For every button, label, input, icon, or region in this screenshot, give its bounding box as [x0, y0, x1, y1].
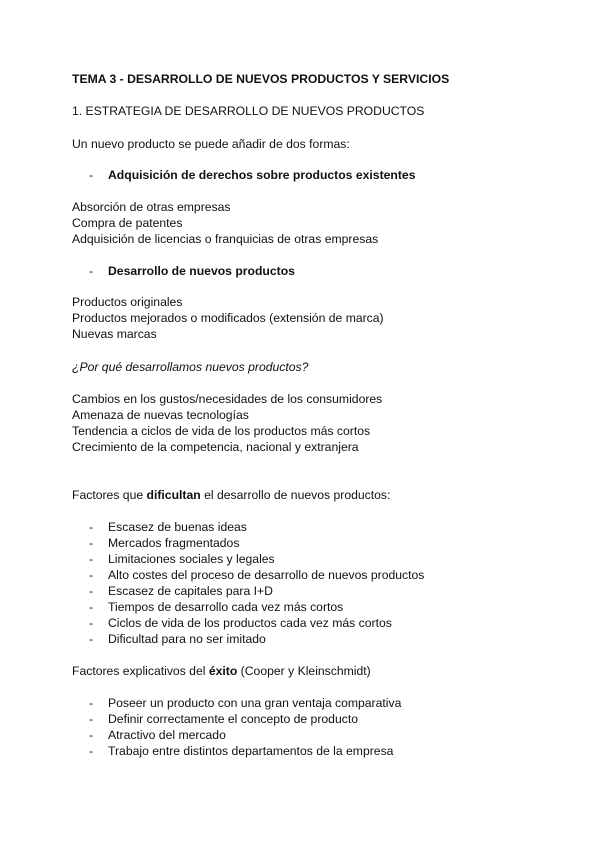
- page-title: TEMA 3 - DESARROLLO DE NUEVOS PRODUCTOS Y SERVICIOS: [72, 72, 450, 86]
- success-item: Poseer un producto con una gran ventaja comparativa: [108, 696, 402, 710]
- intro-text: Un nuevo producto se puede añadir de dos formas:: [72, 137, 350, 151]
- why-line: Cambios en los gustos/necesidades de los consumidores: [72, 392, 383, 406]
- success-item: Atractivo del mercado: [108, 728, 226, 742]
- why-line: Amenaza de nuevas tecnologías: [72, 408, 249, 422]
- list-dash: -: [89, 552, 94, 566]
- difficult-item: Escasez de capitales para I+D: [108, 584, 273, 598]
- why-line: Crecimiento de la competencia, nacional y extranjera: [72, 440, 359, 454]
- difficult-item: Dificultad para no ser imitado: [108, 632, 266, 646]
- form2-heading: Desarrollo de nuevos productos: [108, 264, 295, 278]
- list-dash: -: [89, 568, 94, 582]
- list-dash: -: [89, 584, 94, 598]
- list-dash: -: [89, 616, 94, 630]
- list-dash: -: [89, 696, 94, 710]
- why-question: ¿Por qué desarrollamos nuevos productos?: [72, 360, 309, 374]
- section-heading: 1. ESTRATEGIA DE DESARROLLO DE NUEVOS PRODUCTOS: [72, 104, 425, 118]
- list-dash: -: [89, 712, 94, 726]
- difficult-item: Mercados fragmentados: [108, 536, 240, 550]
- difficult-intro: Factores que dificultan el desarrollo de nuevos productos:: [72, 488, 391, 502]
- success-intro: Factores explicativos del éxito (Cooper y Kleinschmidt): [72, 664, 371, 678]
- success-item: Definir correctamente el concepto de producto: [108, 712, 358, 726]
- form2-line: Productos originales: [72, 295, 183, 309]
- list-dash: -: [89, 744, 94, 758]
- list-dash: -: [89, 600, 94, 614]
- list-dash: -: [89, 728, 94, 742]
- why-line: Tendencia a ciclos de vida de los productos más cortos: [72, 424, 371, 438]
- success-item: Trabajo entre distintos departamentos de la empresa: [108, 744, 394, 758]
- list-dash: -: [89, 536, 94, 550]
- difficult-item: Limitaciones sociales y legales: [108, 552, 275, 566]
- form2-line: Nuevas marcas: [72, 327, 157, 341]
- form1-line: Adquisición de licencias o franquicias de otras empresas: [72, 232, 379, 246]
- difficult-item: Escasez de buenas ideas: [108, 520, 247, 534]
- list-dash: -: [89, 632, 94, 646]
- difficult-item: Tiempos de desarrollo cada vez más cortos: [108, 600, 344, 614]
- list-dash: -: [89, 168, 94, 182]
- form2-line: Productos mejorados o modificados (extensión de marca): [72, 311, 384, 325]
- list-dash: -: [89, 264, 94, 278]
- form1-heading: Adquisición de derechos sobre productos existentes: [108, 168, 416, 182]
- form1-line: Compra de patentes: [72, 216, 183, 230]
- form1-line: Absorción de otras empresas: [72, 200, 231, 214]
- list-dash: -: [89, 520, 94, 534]
- difficult-item: Alto costes del proceso de desarrollo de nuevos productos: [108, 568, 425, 582]
- difficult-item: Ciclos de vida de los productos cada vez más cortos: [108, 616, 392, 630]
